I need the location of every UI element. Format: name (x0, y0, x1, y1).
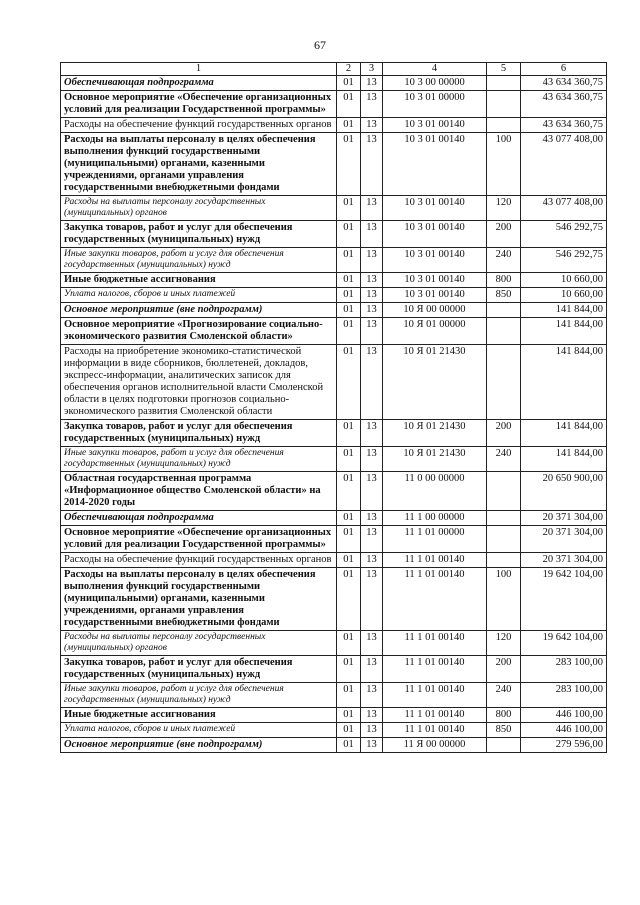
page-number: 67 (314, 38, 326, 52)
col-header: 6 (521, 63, 607, 76)
row-target-code-cell: 10 Я 00 00000 (383, 303, 487, 318)
row-name-cell: Уплата налогов, сборов и иных платежей (61, 288, 337, 303)
row-section-cell: 01 (337, 303, 361, 318)
row-expense-type-cell (487, 553, 521, 568)
table-row (61, 472, 607, 511)
row-subsection-cell: 13 (361, 472, 383, 511)
row-subsection-cell: 13 (361, 420, 383, 447)
table-row (61, 420, 607, 447)
row-section-cell: 01 (337, 420, 361, 447)
row-expense-type-cell (487, 345, 521, 420)
row-name-cell: Расходы на приобретение экономико-статистической информации в виде сборников, бюллетеней, докладов, экспресс-информации, аналитических записок для обеспечения органов исполнительной власти Смоленской области в целях подготовки прогнозов социально-экономического развития Смоленской области (61, 345, 337, 420)
row-section-cell: 01 (337, 708, 361, 723)
row-expense-type-cell: 850 (487, 288, 521, 303)
row-amount-cell: 10 660,00 (521, 288, 607, 303)
row-expense-type-cell (487, 526, 521, 553)
row-amount-cell: 446 100,00 (521, 723, 607, 738)
row-section-cell: 01 (337, 273, 361, 288)
row-name-cell: Обеспечивающая подпрограмма (61, 76, 337, 91)
row-amount-cell: 446 100,00 (521, 708, 607, 723)
row-subsection-cell: 13 (361, 318, 383, 345)
row-subsection-cell: 13 (361, 553, 383, 568)
table-row (61, 91, 607, 118)
row-section-cell: 01 (337, 91, 361, 118)
row-amount-cell: 43 634 360,75 (521, 76, 607, 91)
row-section-cell: 01 (337, 656, 361, 683)
row-target-code-cell: 11 1 01 00140 (383, 708, 487, 723)
row-section-cell: 01 (337, 318, 361, 345)
row-section-cell: 01 (337, 345, 361, 420)
row-target-code-cell: 10 Я 01 21430 (383, 420, 487, 447)
row-expense-type-cell: 200 (487, 656, 521, 683)
table-row (61, 568, 607, 631)
col-header: 3 (361, 63, 383, 76)
row-expense-type-cell (487, 318, 521, 345)
table-row (61, 553, 607, 568)
row-subsection-cell: 13 (361, 288, 383, 303)
row-subsection-cell: 13 (361, 273, 383, 288)
row-target-code-cell: 10 3 01 00140 (383, 221, 487, 248)
row-name-cell: Иные закупки товаров, работ и услуг для обеспечения государственных (муниципальных) нужд (61, 447, 337, 472)
row-expense-type-cell: 120 (487, 196, 521, 221)
row-name-cell: Закупка товаров, работ и услуг для обеспечения государственных (муниципальных) нужд (61, 420, 337, 447)
col-header: 1 (61, 63, 337, 76)
row-name-cell: Областная государственная программа «Информационное общество Смоленской области» на 2014-2020 годы (61, 472, 337, 511)
row-amount-cell: 20 371 304,00 (521, 526, 607, 553)
row-expense-type-cell (487, 472, 521, 511)
col-header: 2 (337, 63, 361, 76)
table-row (61, 118, 607, 133)
row-expense-type-cell: 200 (487, 221, 521, 248)
table-row (61, 631, 607, 656)
row-name-cell: Основное мероприятие «Обеспечение организационных условий для реализации Государственной программы» (61, 526, 337, 553)
row-section-cell: 01 (337, 447, 361, 472)
row-section-cell: 01 (337, 248, 361, 273)
row-subsection-cell: 13 (361, 196, 383, 221)
row-subsection-cell: 13 (361, 221, 383, 248)
row-subsection-cell: 13 (361, 656, 383, 683)
row-section-cell: 01 (337, 526, 361, 553)
row-target-code-cell: 10 Я 01 00000 (383, 318, 487, 345)
row-target-code-cell: 11 1 01 00140 (383, 631, 487, 656)
row-amount-cell: 43 077 408,00 (521, 196, 607, 221)
row-amount-cell: 20 371 304,00 (521, 511, 607, 526)
table-row (61, 196, 607, 221)
row-section-cell: 01 (337, 288, 361, 303)
table-row (61, 683, 607, 708)
row-name-cell: Основное мероприятие (вне подпрограмм) (61, 738, 337, 753)
row-section-cell: 01 (337, 221, 361, 248)
row-target-code-cell: 10 3 01 00140 (383, 196, 487, 221)
row-subsection-cell: 13 (361, 511, 383, 526)
row-amount-cell: 19 642 104,00 (521, 568, 607, 631)
row-section-cell: 01 (337, 683, 361, 708)
row-target-code-cell: 10 3 01 00140 (383, 248, 487, 273)
row-target-code-cell: 11 1 01 00140 (383, 656, 487, 683)
row-expense-type-cell (487, 118, 521, 133)
table-row (61, 723, 607, 738)
row-expense-type-cell: 850 (487, 723, 521, 738)
row-name-cell: Уплата налогов, сборов и иных платежей (61, 723, 337, 738)
col-header: 4 (383, 63, 487, 76)
table-row (61, 76, 607, 91)
row-amount-cell: 279 596,00 (521, 738, 607, 753)
row-amount-cell: 20 650 900,00 (521, 472, 607, 511)
row-amount-cell: 141 844,00 (521, 420, 607, 447)
row-section-cell: 01 (337, 472, 361, 511)
row-target-code-cell: 11 1 00 00000 (383, 511, 487, 526)
row-expense-type-cell: 800 (487, 708, 521, 723)
row-target-code-cell: 11 1 01 00140 (383, 568, 487, 631)
row-expense-type-cell: 120 (487, 631, 521, 656)
row-subsection-cell: 13 (361, 133, 383, 196)
row-target-code-cell: 10 3 01 00140 (383, 288, 487, 303)
row-name-cell: Основное мероприятие «Прогнозирование социально-экономического развития Смоленской области» (61, 318, 337, 345)
row-amount-cell: 141 844,00 (521, 318, 607, 345)
row-subsection-cell: 13 (361, 568, 383, 631)
row-expense-type-cell (487, 76, 521, 91)
row-subsection-cell: 13 (361, 248, 383, 273)
row-target-code-cell: 11 1 01 00140 (383, 553, 487, 568)
row-subsection-cell: 13 (361, 631, 383, 656)
row-expense-type-cell: 240 (487, 248, 521, 273)
row-target-code-cell: 11 Я 00 00000 (383, 738, 487, 753)
row-name-cell: Иные бюджетные ассигнования (61, 273, 337, 288)
row-section-cell: 01 (337, 133, 361, 196)
row-target-code-cell: 10 3 01 00140 (383, 133, 487, 196)
row-target-code-cell: 10 3 01 00000 (383, 91, 487, 118)
row-name-cell: Расходы на выплаты персоналу в целях обеспечения выполнения функций государственными (муниципальными) органами, казенными учреждениями, органами управления государственными внебюджетными фондами (61, 568, 337, 631)
table-row (61, 273, 607, 288)
table-row (61, 511, 607, 526)
row-amount-cell: 19 642 104,00 (521, 631, 607, 656)
row-expense-type-cell: 100 (487, 133, 521, 196)
row-section-cell: 01 (337, 76, 361, 91)
row-amount-cell: 43 634 360,75 (521, 91, 607, 118)
table-row (61, 133, 607, 196)
row-expense-type-cell (487, 303, 521, 318)
row-section-cell: 01 (337, 118, 361, 133)
row-expense-type-cell: 240 (487, 683, 521, 708)
row-section-cell: 01 (337, 553, 361, 568)
row-name-cell: Иные закупки товаров, работ и услуг для обеспечения государственных (муниципальных) нужд (61, 248, 337, 273)
table-row (61, 526, 607, 553)
row-target-code-cell: 11 1 01 00000 (383, 526, 487, 553)
row-target-code-cell: 11 1 01 00140 (383, 683, 487, 708)
row-target-code-cell: 10 3 01 00140 (383, 118, 487, 133)
row-section-cell: 01 (337, 511, 361, 526)
row-expense-type-cell: 800 (487, 273, 521, 288)
row-amount-cell: 546 292,75 (521, 248, 607, 273)
table-row (61, 248, 607, 273)
row-amount-cell: 141 844,00 (521, 345, 607, 420)
row-name-cell: Расходы на выплаты персоналу государственных (муниципальных) органов (61, 631, 337, 656)
row-name-cell: Закупка товаров, работ и услуг для обеспечения государственных (муниципальных) нужд (61, 656, 337, 683)
row-subsection-cell: 13 (361, 91, 383, 118)
row-name-cell: Иные бюджетные ассигнования (61, 708, 337, 723)
row-name-cell: Обеспечивающая подпрограмма (61, 511, 337, 526)
row-target-code-cell: 10 3 01 00140 (383, 273, 487, 288)
row-name-cell: Расходы на обеспечение функций государственных органов (61, 118, 337, 133)
row-subsection-cell: 13 (361, 683, 383, 708)
row-target-code-cell: 10 3 00 00000 (383, 76, 487, 91)
table-row (61, 318, 607, 345)
row-name-cell: Основное мероприятие «Обеспечение организационных условий для реализации Государственной программы» (61, 91, 337, 118)
row-amount-cell: 43 077 408,00 (521, 133, 607, 196)
row-expense-type-cell (487, 511, 521, 526)
table-row (61, 738, 607, 753)
table-row (61, 221, 607, 248)
row-name-cell: Основное мероприятие (вне подпрограмм) (61, 303, 337, 318)
row-section-cell: 01 (337, 723, 361, 738)
row-amount-cell: 20 371 304,00 (521, 553, 607, 568)
row-section-cell: 01 (337, 568, 361, 631)
budget-table (60, 62, 607, 753)
row-target-code-cell: 11 0 00 00000 (383, 472, 487, 511)
row-amount-cell: 141 844,00 (521, 303, 607, 318)
row-section-cell: 01 (337, 738, 361, 753)
row-subsection-cell: 13 (361, 447, 383, 472)
row-amount-cell: 283 100,00 (521, 683, 607, 708)
row-expense-type-cell: 200 (487, 420, 521, 447)
row-subsection-cell: 13 (361, 76, 383, 91)
row-target-code-cell: 11 1 01 00140 (383, 723, 487, 738)
row-subsection-cell: 13 (361, 708, 383, 723)
row-expense-type-cell: 240 (487, 447, 521, 472)
table-row (61, 303, 607, 318)
row-name-cell: Расходы на обеспечение функций государственных органов (61, 553, 337, 568)
row-amount-cell: 43 634 360,75 (521, 118, 607, 133)
table-row (61, 708, 607, 723)
row-subsection-cell: 13 (361, 118, 383, 133)
row-name-cell: Расходы на выплаты персоналу государственных (муниципальных) органов (61, 196, 337, 221)
col-header: 5 (487, 63, 521, 76)
row-target-code-cell: 10 Я 01 21430 (383, 345, 487, 420)
row-amount-cell: 546 292,75 (521, 221, 607, 248)
row-name-cell: Расходы на выплаты персоналу в целях обеспечения выполнения функций государственными (муниципальными) органами, казенными учреждениями, органами управления государственными внебюджетными фондами (61, 133, 337, 196)
row-subsection-cell: 13 (361, 526, 383, 553)
row-name-cell: Иные закупки товаров, работ и услуг для обеспечения государственных (муниципальных) нужд (61, 683, 337, 708)
table-row (61, 288, 607, 303)
table-row (61, 656, 607, 683)
row-expense-type-cell (487, 91, 521, 118)
row-target-code-cell: 10 Я 01 21430 (383, 447, 487, 472)
row-amount-cell: 141 844,00 (521, 447, 607, 472)
row-section-cell: 01 (337, 196, 361, 221)
row-section-cell: 01 (337, 631, 361, 656)
row-subsection-cell: 13 (361, 303, 383, 318)
table-row (61, 447, 607, 472)
row-subsection-cell: 13 (361, 345, 383, 420)
row-subsection-cell: 13 (361, 723, 383, 738)
table-header-row (61, 63, 607, 76)
row-amount-cell: 10 660,00 (521, 273, 607, 288)
table-row (61, 345, 607, 420)
row-amount-cell: 283 100,00 (521, 656, 607, 683)
row-subsection-cell: 13 (361, 738, 383, 753)
row-expense-type-cell (487, 738, 521, 753)
row-name-cell: Закупка товаров, работ и услуг для обеспечения государственных (муниципальных) нужд (61, 221, 337, 248)
row-expense-type-cell: 100 (487, 568, 521, 631)
